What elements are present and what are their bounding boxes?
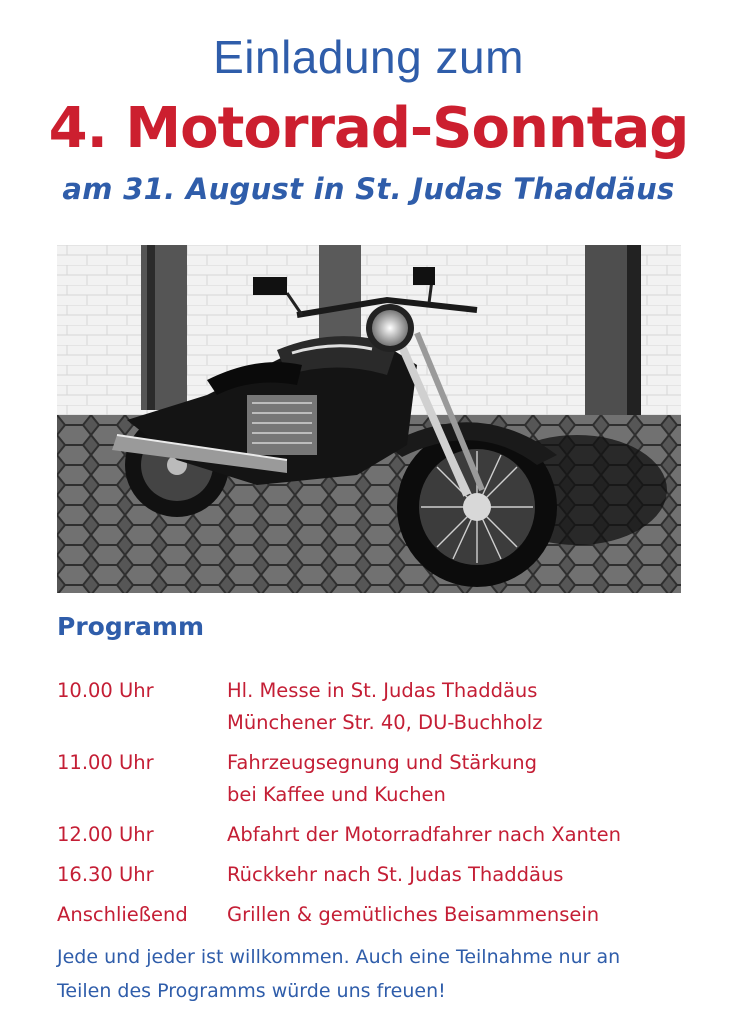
schedule-row [57,859,697,891]
welcome-note [57,940,707,1008]
schedule-time: 12.00 Uhr [57,823,154,846]
schedule-description [227,859,697,891]
schedule-row [57,899,697,931]
schedule-line: Rückkehr nach St. Judas Thaddäus [227,863,564,886]
schedule-description [227,747,697,811]
schedule-line: Fahrzeugsegnung und Stärkung [227,751,537,774]
schedule-row [57,747,697,811]
invitation-line: Einladung zum [213,31,524,83]
schedule-line: Hl. Messe in St. Judas Thaddäus [227,679,538,702]
schedule-time: Anschließend [57,903,188,926]
schedule-time: 11.00 Uhr [57,751,154,774]
schedule-line: Abfahrt der Motorradfahrer nach Xanten [227,823,621,846]
schedule-line: Grillen & gemütliches Beisammensein [227,903,600,926]
schedule-time: 10.00 Uhr [57,679,154,702]
program-heading: Programm [57,612,205,641]
schedule-line: Münchener Str. 40, DU-Buchholz [227,711,543,734]
welcome-line: Jede und jeder ist willkommen. Auch eine Teilnahme nur an [57,946,621,968]
motorcycle-photo [57,245,681,593]
program-schedule [57,675,697,939]
welcome-line: Teilen des Programms würde uns freuen! [57,980,446,1002]
event-date-location: am 31. August in St. Judas Thaddäus [62,172,675,206]
schedule-description [227,675,697,739]
schedule-time: 16.30 Uhr [57,863,154,886]
event-title: 4. Motorrad-Sonntag [48,96,689,161]
schedule-line: bei Kaffee und Kuchen [227,783,446,806]
schedule-description [227,899,697,931]
schedule-row [57,819,697,851]
schedule-description [227,819,697,851]
schedule-row [57,675,697,739]
